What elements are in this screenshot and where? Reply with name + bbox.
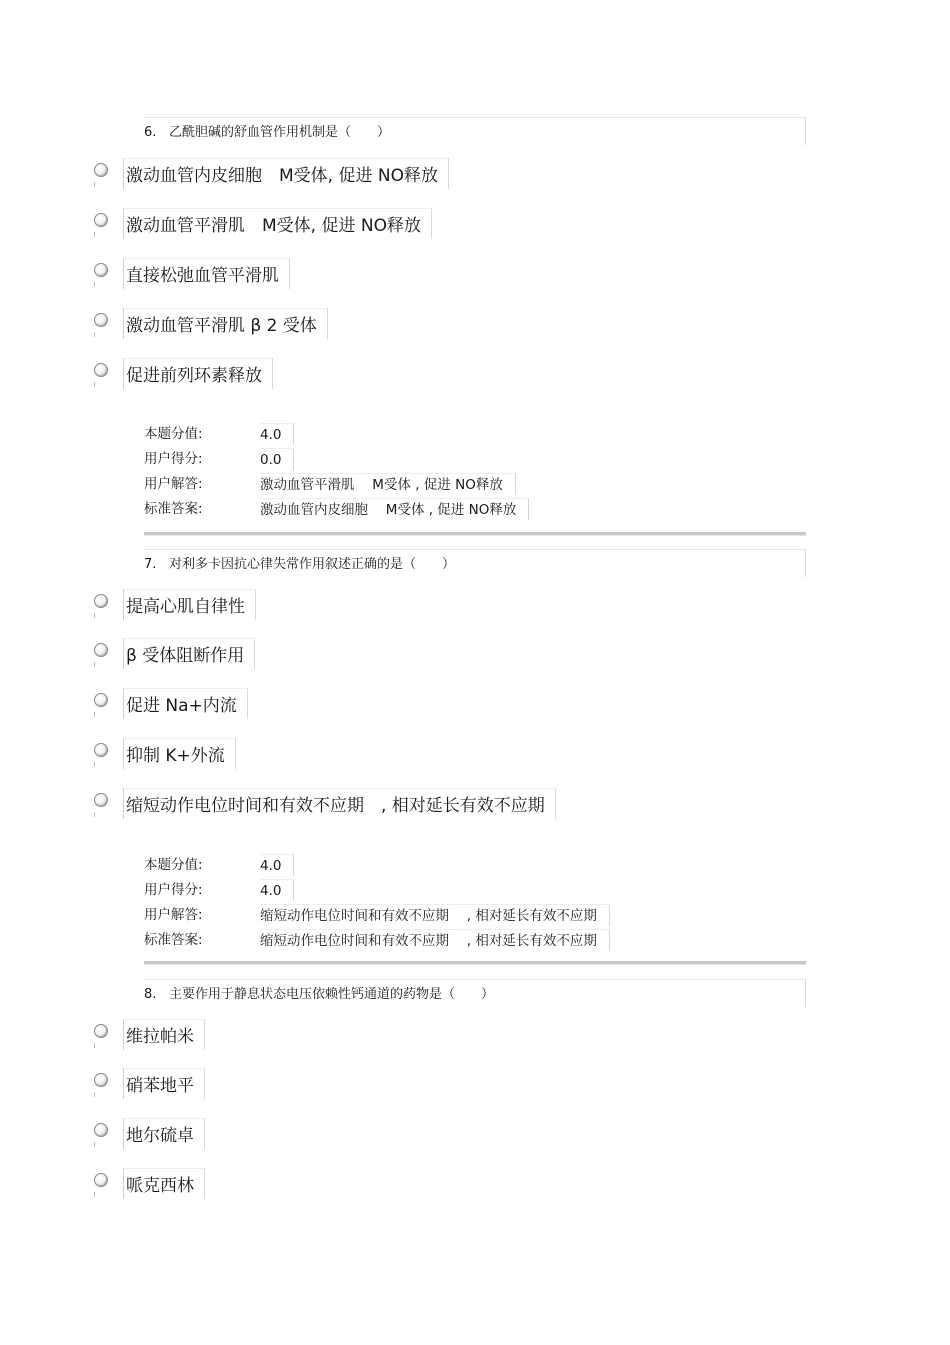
radio-button-icon[interactable] [94, 1173, 108, 1187]
score-value-label: 本题分值: [144, 426, 203, 442]
radio-tick-mark [94, 332, 95, 337]
radio-button-icon[interactable] [94, 1024, 108, 1038]
option-label: 激动血管内皮细胞 M受体, 促进 NO释放 [123, 158, 449, 189]
radio-tick-mark [94, 182, 95, 187]
option-label: 激动血管平滑肌 β 2 受体 [123, 308, 328, 339]
question-text: 对利多卡因抗心律失常作用叙述正确的是（ ） [169, 557, 456, 572]
question-number: 8. [144, 987, 157, 1002]
standard-answer-label: 标准答案: [144, 501, 203, 517]
radio-tick-mark [94, 712, 95, 717]
radio-tick-mark [94, 382, 95, 387]
question-7-title [144, 549, 806, 577]
user-score-label: 用户得分: [144, 451, 203, 467]
radio-button-icon[interactable] [94, 163, 108, 177]
radio-button-icon[interactable] [94, 643, 108, 657]
radio-tick-mark [94, 613, 95, 618]
option-label: 哌克西林 [123, 1168, 205, 1199]
radio-tick-mark [94, 812, 95, 817]
option-label: 直接松弛血管平滑肌 [123, 258, 290, 289]
user-answer-label: 用户解答: [144, 907, 203, 923]
user-answer: 激动血管平滑肌 M受体 , 促进 NO释放 [260, 473, 516, 495]
radio-button-icon[interactable] [94, 693, 108, 707]
radio-button-icon[interactable] [94, 363, 108, 377]
radio-button-icon[interactable] [94, 1073, 108, 1087]
radio-tick-mark [94, 762, 95, 767]
user-score: 4.0 [260, 879, 294, 901]
standard-answer: 激动血管内皮细胞 M受体 , 促进 NO释放 [260, 498, 529, 520]
radio-tick-mark [94, 662, 95, 667]
standard-answer: 缩短动作电位时间和有效不应期 , 相对延长有效不应期 [260, 929, 610, 951]
radio-button-icon[interactable] [94, 1123, 108, 1137]
radio-tick-mark [94, 1043, 95, 1048]
radio-button-icon[interactable] [94, 594, 108, 608]
option-label: 促进 Na+内流 [123, 688, 248, 719]
question-text: 乙酰胆碱的舒血管作用机制是（ ） [169, 125, 391, 140]
option-label: 维拉帕米 [123, 1019, 205, 1050]
option-label: 缩短动作电位时间和有效不应期 , 相对延长有效不应期 [123, 788, 556, 819]
radio-button-icon[interactable] [94, 213, 108, 227]
question-number: 7. [144, 557, 157, 572]
radio-tick-mark [94, 1142, 95, 1147]
radio-tick-mark [94, 232, 95, 237]
user-score-label: 用户得分: [144, 882, 203, 898]
option-label: 硝苯地平 [123, 1068, 205, 1099]
radio-button-icon[interactable] [94, 793, 108, 807]
radio-tick-mark [94, 282, 95, 287]
option-label: β 受体阻断作用 [123, 638, 255, 669]
user-score: 0.0 [260, 448, 294, 470]
radio-button-icon[interactable] [94, 313, 108, 327]
radio-tick-mark [94, 1092, 95, 1097]
option-label: 促进前列环素释放 [123, 358, 273, 389]
question-number: 6. [144, 125, 157, 140]
option-label: 提高心肌自律性 [123, 589, 256, 620]
user-answer: 缩短动作电位时间和有效不应期 , 相对延长有效不应期 [260, 904, 610, 926]
user-answer-label: 用户解答: [144, 476, 203, 492]
option-label: 抑制 K+外流 [123, 738, 236, 769]
question-divider [144, 961, 806, 965]
option-label: 激动血管平滑肌 M受体, 促进 NO释放 [123, 208, 432, 239]
question-6-title [144, 117, 806, 145]
option-label: 地尔硫卓 [123, 1118, 205, 1149]
question-8-title [144, 979, 806, 1007]
question-text: 主要作用于静息状态电压依赖性钙通道的药物是（ ） [169, 987, 495, 1002]
radio-tick-mark [94, 1192, 95, 1197]
question-divider [144, 532, 806, 536]
radio-button-icon[interactable] [94, 263, 108, 277]
radio-button-icon[interactable] [94, 743, 108, 757]
score-value: 4.0 [260, 854, 294, 876]
score-value-label: 本题分值: [144, 857, 203, 873]
standard-answer-label: 标准答案: [144, 932, 203, 948]
score-value: 4.0 [260, 423, 294, 445]
